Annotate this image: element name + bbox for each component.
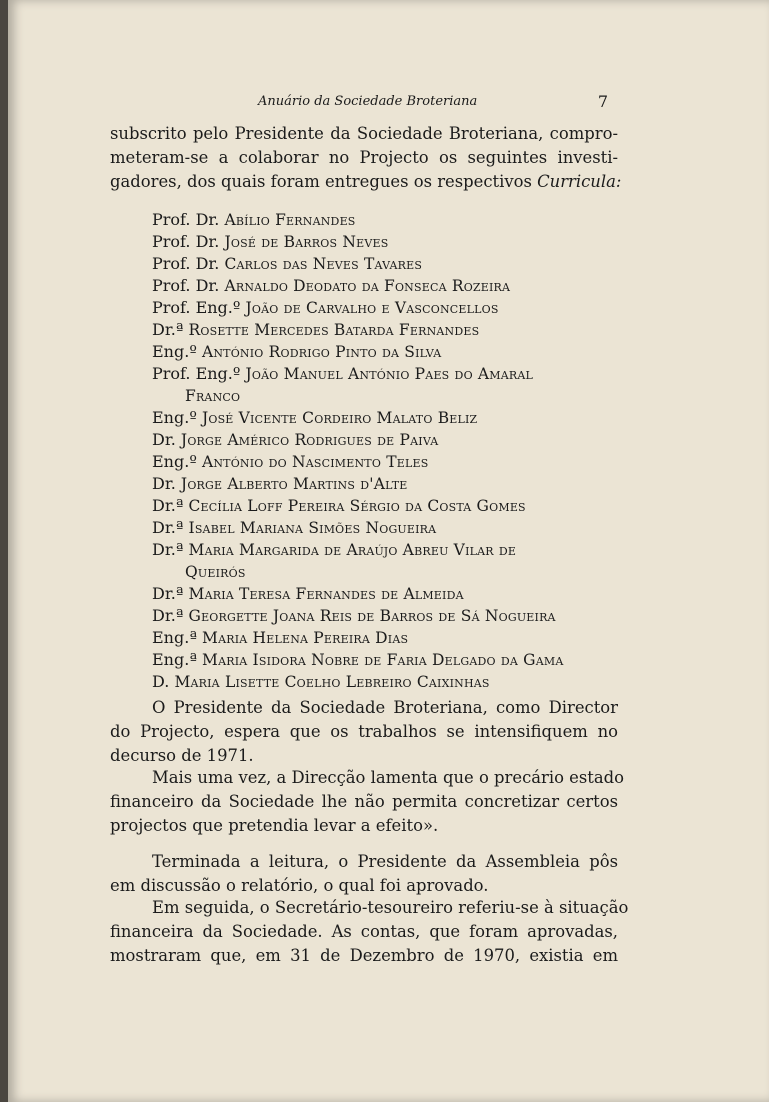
collaborator-title: Dr.ª: [152, 518, 184, 537]
collaborator-entry: [152, 539, 618, 561]
running-title: Anuário da Sociedade Broteriana: [258, 94, 478, 109]
collaborator-title: Dr.ª: [152, 496, 184, 515]
collaborator-name: José Vicente Cordeiro Malato Beliz: [201, 409, 478, 427]
collaborator-entry: [152, 605, 618, 627]
collaborator-entry: [152, 363, 618, 385]
collaborator-title: Eng.ª: [152, 628, 197, 647]
collaborator-name: Queirós: [185, 563, 246, 581]
text-line: projectos que pretendia levar a efeito».: [110, 816, 439, 835]
collaborator-name: Jorge Américo Rodrigues de Paiva: [180, 431, 439, 449]
collaborator-title: Prof. Dr.: [152, 232, 220, 251]
text-line: [110, 170, 622, 194]
collaborator-entry: [152, 385, 618, 407]
collaborator-title: Dr.ª: [152, 584, 184, 603]
collaborator-name: José de Barros Neves: [224, 233, 389, 251]
collaborator-entry: [152, 583, 618, 605]
collaborator-entry: [152, 429, 618, 451]
collaborator-title: Prof. Dr.: [152, 254, 220, 273]
collaborator-name: Maria Margarida de Araújo Abreu Vilar de: [188, 541, 517, 559]
collaborator-entry: [152, 297, 618, 319]
collaborator-title: Prof. Dr.: [152, 210, 220, 229]
text-line: mostraram que, em 31 de Dezembro de 1970, existia em: [110, 946, 618, 965]
collaborator-name: Isabel Mariana Simões Nogueira: [188, 519, 437, 537]
collaborator-entry: [152, 319, 618, 341]
collaborator-entry: [152, 209, 618, 231]
collaborator-title: Prof. Eng.º: [152, 298, 241, 317]
collaborator-name: Abílio Fernandes: [224, 211, 356, 229]
text-line: em discussão o relatório, o qual foi aprovado.: [110, 876, 489, 895]
collaborator-name: Maria Isidora Nobre de Faria Delgado da Gama: [202, 651, 564, 669]
collaborator-name: João Manuel António Paes do Amaral: [245, 365, 534, 383]
collaborator-entry: [152, 275, 618, 297]
collaborator-name: João de Carvalho e Vasconcellos: [245, 299, 499, 317]
collaborator-name: Maria Helena Pereira Dias: [202, 629, 409, 647]
text-line: meteram-se a colaborar no Projecto os seguintes investi-: [110, 148, 618, 167]
text-line: decurso de 1971.: [110, 746, 254, 765]
collaborator-entry: [152, 649, 618, 671]
collaborator-entry: [152, 451, 618, 473]
collaborator-title: Dr.ª: [152, 320, 184, 339]
text-line: do Projecto, espera que os trabalhos se intensifiquem no: [110, 722, 618, 741]
collaborator-entry: [152, 495, 618, 517]
collaborator-name: Maria Teresa Fernandes de Almeida: [188, 585, 464, 603]
text-line: O Presidente da Sociedade Broteriana, como Director: [152, 698, 618, 717]
curricula-italic: Curricula:: [537, 172, 622, 191]
director-paragraph: [110, 696, 618, 768]
text-line: financeira da Sociedade. As contas, que foram aprovadas,: [110, 922, 618, 941]
collaborator-entry: [152, 253, 618, 275]
collaborator-name: Carlos das Neves Tavares: [224, 255, 423, 273]
accounts-paragraph: [110, 896, 629, 968]
collaborator-name: Franco: [185, 387, 241, 405]
collaborator-entry: [152, 473, 618, 495]
collaborator-name: Maria Lisette Coelho Lebreiro Caixinhas: [174, 673, 490, 691]
direction-paragraph: [110, 766, 625, 838]
collaborator-name: Cecília Loff Pereira Sérgio da Costa Gomes: [188, 497, 526, 515]
collaborator-title: Dr.ª: [152, 606, 184, 625]
collaborator-title: Eng.º: [152, 408, 197, 427]
page-number: 7: [597, 92, 608, 111]
collaborator-name: Arnaldo Deodato da Fonseca Rozeira: [224, 277, 511, 295]
collaborator-entry: [152, 231, 618, 253]
text-line: Terminada a leitura, o Presidente da Assembleia pôs: [152, 852, 618, 871]
collaborator-entry: [152, 671, 618, 693]
reading-paragraph: [110, 850, 618, 898]
collaborator-name: António do Nascimento Teles: [201, 453, 429, 471]
text-fragment: gadores, dos quais foram entregues os respectivos: [110, 172, 538, 191]
collaborators-list: [152, 209, 618, 693]
collaborator-entry: [152, 561, 618, 583]
collaborator-name: António Rodrigo Pinto da Silva: [201, 343, 442, 361]
text-line: subscrito pelo Presidente da Sociedade Broteriana, compro-: [110, 124, 618, 143]
collaborator-name: Jorge Alberto Martins d'Alte: [180, 475, 408, 493]
collaborator-name: Georgette Joana Reis de Barros de Sá Nogueira: [188, 607, 556, 625]
book-page: [8, 0, 769, 1102]
collaborator-title: Dr.ª: [152, 540, 184, 559]
collaborator-name: Rosette Mercedes Batarda Fernandes: [188, 321, 480, 339]
collaborator-title: Eng.º: [152, 342, 197, 361]
collaborator-title: Eng.º: [152, 452, 197, 471]
text-line: Mais uma vez, a Direcção lamenta que o precário estado: [152, 768, 625, 787]
text-line: Em seguida, o Secretário-tesoureiro referiu-se à situação: [152, 898, 629, 917]
collaborator-title: Prof. Dr.: [152, 276, 220, 295]
collaborator-title: Dr.: [152, 474, 176, 493]
collaborator-title: Dr.: [152, 430, 176, 449]
collaborator-title: Eng.ª: [152, 650, 197, 669]
collaborator-entry: [152, 341, 618, 363]
text-line: financeiro da Sociedade lhe não permita concretizar certos: [110, 792, 618, 811]
intro-paragraph: [110, 122, 622, 194]
collaborator-title: D.: [152, 672, 170, 691]
collaborator-title: Prof. Eng.º: [152, 364, 241, 383]
collaborator-entry: [152, 517, 618, 539]
collaborator-entry: [152, 407, 618, 429]
collaborator-entry: [152, 627, 618, 649]
